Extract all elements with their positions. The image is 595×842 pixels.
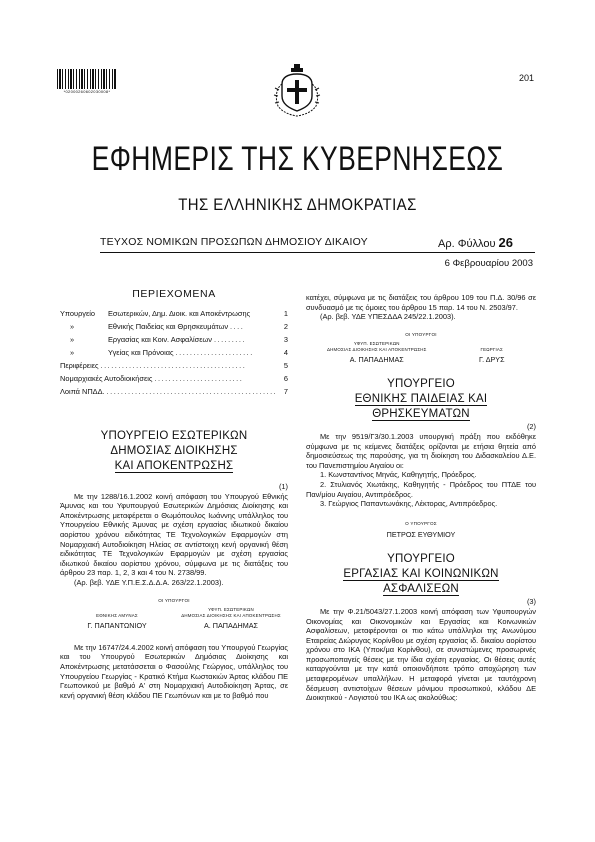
toc-mark: Υπουργείο xyxy=(60,308,96,318)
toc-page: 2 xyxy=(283,321,288,331)
sheet-label: Αρ. Φύλλου xyxy=(438,238,496,250)
gazette-title: ΕΦΗΜΕΡΙΣ ΤΗΣ ΚΥΒΕΡΝΗΣΕΩΣ xyxy=(91,140,504,178)
list-item: 2. Στυλιανός Χιωτάκης, Καθηγητής - Πρόεδρος του ΠΤΔΕ του Παν/μίου Αιγαίου, Αντιπρόεδρος. xyxy=(306,479,536,499)
signatory-name: ΠΕΤΡΟΣ ΕΥΘΥΜΙΟΥ xyxy=(386,530,456,540)
right-column xyxy=(306,293,536,703)
ministry-heading-interior xyxy=(60,429,288,474)
signatory-role: ΔΗΜΟΣΙΑΣ ΔΙΟΙΚΗΣΗΣ ΚΑΙ ΑΠΟΚΕΝΤΡΩΣΗΣ xyxy=(181,612,281,618)
ministry-heading-line: ΥΠΟΥΡΓΕΙΟ xyxy=(387,377,455,390)
signatory-name: Α. ΠΑΠΑΔΗΜΑΣ xyxy=(349,355,404,365)
signature-row xyxy=(306,341,536,365)
toc-dots: ......................... xyxy=(154,373,244,383)
decision-number: (2) xyxy=(526,421,536,431)
reference-line: (Αρ. βεβ. ΥΔΕ ΥΠΕΣΔΔΑ 245/22.1.2003). xyxy=(320,312,456,322)
signature-label: ΟΙ ΥΠΟΥΡΓΟΙ xyxy=(158,597,190,603)
toc-page: 6 xyxy=(283,373,288,383)
signatory-name: Α. ΠΑΠΑΔΗΜΑΣ xyxy=(204,621,258,631)
ministry-heading-line xyxy=(306,392,536,422)
toc-dots: .... xyxy=(230,321,245,331)
ministry-heading-education xyxy=(306,377,536,422)
gazette-subtitle: ΤΗΣ ΕΛΛΗΝΙΚΗΣ ΔΗΜΟΚΡΑΤΙΑΣ xyxy=(178,195,417,214)
ministry-heading-underlined: ΕΘΝΙΚΗΣ ΠΑΙΔΕΙΑΣ ΚΑΙ ΘΡΗΣΚΕΥΜΑΤΩΝ xyxy=(354,392,488,420)
reference-line: (Αρ. βεβ. ΥΔΕ Υ.Π.Ε.Σ.Δ.Δ.Α. 263/22.1.2003). xyxy=(74,577,224,587)
toc-row xyxy=(60,320,288,333)
ministry-heading-line xyxy=(60,459,288,474)
decision-paragraph: Με την 1288/16.1.2002 κοινή απόφαση του Υπουργού Εθνικής Άμυνας και του Υφυπουργού Εσωτερικών Δημόσιας Διοίκησης και Αποκέντρωσης μεταφέρεται ο Θωμόπουλος Ιωάννης υπάλληλος του Υπουργείου Εθνικής Άμυνας με σχέση εργασίας ιδιωτικού δικαίου αορίστου χρόνου ειδικότητας ΤΕ Τεχνολογικών Εφαρμογών στη Νομαρχιακή Αυτοδιοίκηση Ηλείας σε αντίστοιχη κενή οργανική θέση ειδικότητας ΤΕ Τεχνολογικών Εφαρμογών με σχέση εργασίας ιδιωτικού δικαίου αορίστου χρόνου, σύμφωνα με τις διατάξεις του άρθρου 23 παρ. 1, 2, 3 και 4 του Ν. 2738/99. xyxy=(60,491,288,578)
signatory-role: ΕΘΝΙΚΗΣ ΑΜΥΝΑΣ xyxy=(96,612,138,618)
list-item: 1. Κωνσταντίνος Μηνάς, Καθηγητής, Πρόεδρος. xyxy=(320,470,477,480)
list-item: 3. Γεώργιος Παπαντωνάκης, Λέκτορας, Αντιπρόεδρος. xyxy=(320,499,498,509)
signature-block xyxy=(448,341,536,365)
signatory-role: ΓΕΩΡΓΙΑΣ xyxy=(480,346,503,352)
ministry-heading-line xyxy=(306,567,536,597)
toc-dots: ................................................ xyxy=(106,386,278,396)
toc-label: Υγείας και Πρόνοιας xyxy=(108,347,174,357)
toc-label: Εργασίας και Κοιν. Ασφαλίσεων xyxy=(108,334,212,344)
toc-page: 3 xyxy=(283,334,288,344)
signatory-role: ΥΦΥΠ. ΕΣΩΤΕΡΙΚΩΝ xyxy=(208,607,254,613)
decision-paragraph: Με την 16747/24.4.2002 κοινή απόφαση του Υπουργού Γεωργίας και του Υπουργού Εσωτερικών Δημόσιας Διοίκησης και Αποκέντρωσης μετατάσσεται ο Φασούλης Γεώργιος, υπάλληλος του Υπουργείου Γεωργίας - Κρατικό Κτήμα Κωστακιών Άρτας κλάδου ΠΕ Γεωπονικού με βαθμό Α' στη Νομαρχιακή Αυτοδιοίκηση Άρτας, σε κενή οργανική θέση κλάδου ΠΕ Γεωπόνων και με το βαθμό που xyxy=(60,642,288,700)
toc-row xyxy=(60,333,288,346)
ministry-heading-line: ΥΠΟΥΡΓΕΙΟ xyxy=(387,552,455,565)
signatory-role: ΔΗΜΟΣΙΑΣ ΔΙΟΙΚΗΣΗΣ ΚΑΙ ΑΠΟΚΕΝΤΡΩΣΗΣ xyxy=(327,346,427,352)
ministry-heading-underlined: ΕΡΓΑΣΙΑΣ ΚΑΙ ΚΟΙΝΩΝΙΚΩΝ ΑΣΦΑΛΙΣΕΩΝ xyxy=(343,567,499,595)
toc-row xyxy=(60,372,288,385)
toc-label: Περιφέρειες xyxy=(60,360,99,370)
toc-label: Νομαρχιακές Αυτοδιοικήσεις xyxy=(60,373,153,383)
signature-block xyxy=(306,530,536,540)
toc-row xyxy=(60,346,288,359)
ministry-heading-line: ΔΗΜΟΣΙΑΣ ΔΙΟΙΚΗΣΗΣ xyxy=(110,444,238,457)
barcode-number: *02000260602030008* xyxy=(63,89,111,94)
left-column xyxy=(60,282,288,700)
signature-block xyxy=(306,341,448,365)
publication-date: 6 Φεβρουαρίου 2003 xyxy=(444,258,533,269)
coat-of-arms-icon xyxy=(272,60,322,120)
barcode xyxy=(57,63,117,89)
decision-number: (3) xyxy=(526,596,536,606)
toc-dots xyxy=(250,307,282,320)
signature-label: ΟΙ ΥΠΟΥΡΓΟΙ xyxy=(405,331,437,337)
decision-number: (1) xyxy=(278,481,288,491)
toc-page: 1 xyxy=(283,308,288,318)
gazette-series: ΤΕΥΧΟΣ ΝΟΜΙΚΩΝ ΠΡΟΣΩΠΩΝ ΔΗΜΟΣΙΟΥ ΔΙΚΑΙΟΥ xyxy=(100,236,368,248)
toc-label: Εσωτερικών, Δημ. Διοικ. και Αποκέντρωσης xyxy=(108,308,251,318)
toc-dots: ......................................... xyxy=(100,360,247,370)
toc-label: Λοιπά ΝΠΔΔ. xyxy=(60,386,105,396)
decision-paragraph: κατέχει, σύμφωνα με τις διατάξεις του άρθρου 109 του Π.Δ. 30/96 σε συνδυασμό με τις όμοιες του άρθρου 15 παρ. 14 του Ν. 2503/97. xyxy=(306,293,536,312)
toc-page: 5 xyxy=(283,360,288,370)
toc-dots: ......... xyxy=(213,334,246,344)
ministry-heading-underlined: ΚΑΙ ΑΠΟΚΕΝΤΡΩΣΗΣ xyxy=(114,459,234,472)
toc-heading: ΠΕΡΙΕΧΟΜΕΝΑ xyxy=(132,288,216,300)
toc-dots: ...................... xyxy=(175,347,254,357)
ministry-heading-labour xyxy=(306,552,536,597)
toc-page: 4 xyxy=(283,347,288,357)
signature-row xyxy=(60,607,288,631)
signature-label: Ο ΥΠΟΥΡΓΟΣ xyxy=(405,520,437,526)
signature-block xyxy=(60,607,174,631)
signature-block xyxy=(174,607,288,631)
sheet-number-value: 26 xyxy=(498,235,513,250)
toc-label: Εθνικής Παιδείας και Θρησκευμάτων xyxy=(108,321,229,331)
barcode-bars xyxy=(57,69,117,89)
sheet-number xyxy=(438,235,513,250)
toc-mark: » xyxy=(70,347,75,357)
toc-page: 7 xyxy=(283,386,288,396)
signatory-name: Γ. ΠΑΠΑΝΤΩΝΙΟΥ xyxy=(87,621,147,631)
toc-row xyxy=(60,307,288,320)
decision-paragraph: Με την Φ.21/5043/27.1.2003 κοινή απόφαση των Υφυπουργών Οικονομίας και Οικονομικών και Εργασίας και Κοινωνικών Ασφαλίσεων, μεταφέρονται οι πιο κάτω υπάλληλοι της Ανωνύμου Εταιρείας Διώρυγας Κορίνθου με σχέση εργασίας ιδ. δικαίου αορίστου χρόνου στο ΙΚΑ (Υποκ/μα Κορίνθου), σε συνιστώμενες προσωρινές προσωποπαγείς θέσεις με την ίδια σχέση εργασίας. Οι θέσεις αυτές καταργούνται με την κατά οποιονδήποτε τρόπο αποχώρηση των μεταφερομένων υπαλλήλων. Η μεταφορά γίνεται με ταυτόχρονη δέσμευση αντιστοίχων θέσεων μόνιμου προσωπικού, κλάδου ΔΕ Διοικητικού - Λογιστού του ΙΚΑ ως ακολούθως: xyxy=(306,606,536,703)
toc-mark: » xyxy=(70,321,75,331)
page-number: 201 xyxy=(518,73,534,83)
signatory-role: ΥΦΥΠ. ΕΣΩΤΕΡΙΚΩΝ xyxy=(353,341,400,347)
signatory-name: Γ. ΔΡΥΣ xyxy=(478,355,505,365)
toc-mark: » xyxy=(70,334,75,344)
toc-row xyxy=(60,359,288,372)
toc-row xyxy=(60,385,288,398)
ministry-heading-line: ΥΠΟΥΡΓΕΙΟ ΕΣΩΤΕΡΙΚΩΝ xyxy=(100,429,248,442)
header-rule xyxy=(100,252,535,253)
decision-paragraph: Με την 9519/Γ3/30.1.2003 υπουργική πράξη που εκδόθηκε σύμφωνα με τις κείμενες διατάξεις ορίζονται με ετήσια θητεία από δημοσιεύσεως της παρούσης, για τη διοίκηση του Διδασκαλείου Δ.Ε. του Πανεπιστημίου Αιγαίου οι: xyxy=(306,431,536,470)
